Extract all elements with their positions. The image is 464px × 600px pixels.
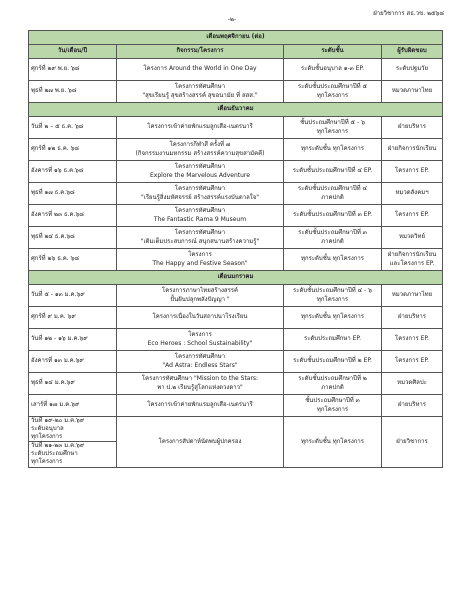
cell-line: โครงการทัศนศึกษา	[174, 83, 226, 91]
table-row	[29, 59, 443, 81]
cell-line: โครงการ	[188, 331, 212, 339]
owner-cell: หมวดภาษาไทย	[382, 81, 443, 103]
date-cell: วันที่ ๕ - ๑๓ ม.ค.๖๙	[29, 285, 117, 307]
activity-cell	[117, 81, 284, 103]
cell-line: ทุกโครงการ	[31, 458, 63, 466]
cell-line: The Happy and Festive Season"	[152, 259, 248, 267]
owner-cell: หมวดวิทย์	[382, 227, 443, 249]
cell-line: "เรียนรู้สิ่งมหัศจรรย์ สร้างสรรค์แรงบันดาลใจ"	[141, 193, 259, 201]
owner-cell: ฝ่ายกิจการนักเรียน และโครงการ EP.	[382, 249, 443, 271]
table-row	[29, 285, 443, 307]
level-cell	[284, 161, 382, 183]
owner-cell: ฝ่ายบริหาร	[382, 307, 443, 329]
cell-line: Explore the Marvelous Adventure	[150, 171, 250, 179]
date-cell: อังคารที่ ๑๓ ม.ค.๖๙	[29, 351, 117, 373]
date-cell: วันที่ ๑๒ - ๑๖ ม.ค.๖๙	[29, 329, 117, 351]
level-cell	[284, 117, 382, 139]
cell-line: ทุกโครงการ	[31, 433, 63, 441]
date-cell: พุธที่ ๑๗ ธ.ค.๖๘	[29, 183, 117, 205]
cell-line: ระดับประถมศึกษา	[31, 450, 78, 458]
level-cell	[284, 249, 382, 271]
level-cell: ทุกระดับชั้น ทุกโครงการ	[284, 417, 382, 468]
cell-line: ระดับชั้นประถมศึกษาปีที่ ๓ EP.	[293, 211, 372, 219]
cell-line: ระดับชั้นประถมศึกษาปีที่ ๒ EP.	[293, 357, 372, 365]
cell-line: The Fantastic Rama 9 Museum	[153, 215, 247, 223]
activity-cell	[117, 329, 284, 351]
level-cell	[284, 395, 382, 417]
date-cell: พุธที่ ๒๔ ธ.ค.๖๘	[29, 227, 117, 249]
level-cell	[284, 285, 382, 307]
date-cell: ศุกร์ที่ ๒๖ ธ.ค. ๖๘	[29, 249, 117, 271]
cell-line: (กิจกรรมงานมหกรรม สร้างสรรค์ความสุขสามัคคี)	[135, 149, 265, 157]
cell-line: โครงการเนื่องในวันสถาปนาโรงเรียน	[152, 313, 248, 321]
cell-line: ภาคปกติ	[321, 383, 344, 391]
cell-line: โครงการทัศนศึกษา "Mission to the Stars:	[141, 375, 259, 383]
owner-cell: หมวดสังคมฯ	[382, 183, 443, 205]
cell-line: ปั้นฝันปลุกพลังปัญญา "	[170, 295, 230, 303]
date-cell: ศุกร์ที่ ๙ ม.ค. ๖๙	[29, 307, 117, 329]
cell-line: ระดับประถมศึกษา EP.	[303, 335, 362, 343]
table-row	[29, 227, 443, 249]
page-number: -๒-	[227, 16, 237, 23]
cell-line: "เติมเต็มประสบการณ์ สนุกสนานสร้างความรู้"	[140, 237, 260, 245]
activity-cell	[117, 227, 284, 249]
date-cell: เสาร์ที่ ๑๗ ม.ค.๖๙	[29, 395, 117, 417]
cell-line: ชั้นประถมศึกษาปีที่ ๕ - ๖	[300, 119, 365, 127]
column-header-row	[29, 45, 443, 59]
table-row	[29, 351, 443, 373]
table-row	[29, 373, 443, 395]
cell-line: โครงการทัศนศึกษา	[174, 163, 226, 171]
owner-cell: โครงการ EP.	[382, 161, 443, 183]
activity-cell	[117, 139, 284, 161]
owner-cell: ฝ่ายบริหาร	[382, 117, 443, 139]
table-row	[29, 139, 443, 161]
cell-line: โครงการเข้าค่ายพักแรมลูกเสือ-เนตรนารี	[147, 401, 253, 409]
level-cell	[284, 81, 382, 103]
activity-cell: โครงการสัปดาห์นัดพบผู้ปกครอง	[117, 417, 284, 468]
cell-line: โครงการภาษาไทยสร้างสรรค์	[161, 287, 239, 295]
column-header-level: ระดับชั้น	[284, 45, 382, 59]
cell-line: ทุกระดับชั้น ทุกโครงการ	[300, 145, 365, 153]
table-row	[29, 81, 443, 103]
cell-line: Eco Heroes : School Sustainability"	[147, 339, 253, 347]
cell-line: ระดับชั้นประถมศึกษาปีที่ ๓	[298, 229, 367, 237]
cell-line: ระดับอนุบาล	[31, 425, 64, 433]
cell-line: พา ป.๒ เรียนรู้สู่โลกแห่งดวงดาว"	[157, 383, 243, 391]
date-cell: วันที่ ๒ – ๕ ธ.ค. ๖๘	[29, 117, 117, 139]
owner-cell: โครงการ EP.	[382, 351, 443, 373]
cell-line: โครงการเข้าค่ายพักแรมลูกเสือ-เนตรนารี	[147, 123, 253, 131]
activity-cell	[117, 117, 284, 139]
cell-line: โครงการกีฬาสี ครั้งที่ ๗	[169, 141, 231, 149]
cell-line: ระดับชั้นประถมศึกษาปีที่ ๔ EP.	[292, 167, 373, 175]
section-header-january: เดือนมกราคม	[29, 271, 443, 285]
date-group-primary	[29, 441, 116, 466]
owner-cell: หมวดภาษาไทย	[382, 285, 443, 307]
cell-line: ระดับชั้นประถมศึกษาปีที่ ๔ - ๖	[293, 287, 372, 295]
owner-cell: โครงการ EP.	[382, 205, 443, 227]
cell-line: ทุกระดับชั้น ทุกโครงการ	[300, 313, 365, 321]
date-cell: พุธที่ ๑๔ ม.ค.๖๙	[29, 373, 117, 395]
owner-cell: ระดับปฐมวัย	[382, 59, 443, 81]
date-cell: อังคารที่ ๑๖ ธ.ค.๖๘	[29, 161, 117, 183]
level-cell	[284, 139, 382, 161]
date-cell	[29, 417, 117, 468]
date-cell: ศุกร์ที่ ๒๙ พ.ย. ๖๘	[29, 59, 117, 81]
column-header-date: วัน/เดือน/ปี	[29, 45, 117, 59]
date-cell: พุธที่ ๒๗ พ.ย. ๖๘	[29, 81, 117, 103]
owner-cell: ฝ่ายบริหาร	[382, 395, 443, 417]
cell-line: ชั้นประถมศึกษาปีที่ ๓	[305, 397, 360, 405]
cell-line: โครงการทัศนศึกษา	[174, 229, 226, 237]
cell-line: ภาคปกติ	[321, 237, 344, 245]
activity-cell	[117, 351, 284, 373]
cell-line: ระดับชั้นประถมศึกษาปีที่ ๔	[297, 185, 368, 193]
cell-line: "สุขเรียนรู้ สุขสร้างสรรค์ สุขอนามัย ที่ สสส."	[142, 91, 258, 99]
cell-line: ภาคปกติ	[321, 193, 344, 201]
table-row	[29, 161, 443, 183]
table-row	[29, 307, 443, 329]
cell-line: ระดับชั้นประถมศึกษาปีที่ ๒	[298, 375, 367, 383]
cell-line: ระดับชั้นประถมศึกษาปีที่ ๕	[297, 83, 368, 91]
cell-line: โครงการ	[188, 251, 212, 259]
owner-cell: ฝ่ายกิจการนักเรียน	[382, 139, 443, 161]
owner-cell: หมวดศิลปะ	[382, 373, 443, 395]
level-cell	[284, 183, 382, 205]
table-row	[29, 183, 443, 205]
section-header-november: เดือนพฤศจิกายน (ต่อ)	[29, 31, 443, 45]
cell-line: ระดับชั้นอนุบาล ๑-๓ EP.	[300, 65, 365, 73]
table-row	[29, 249, 443, 271]
cell-line: ทุกโครงการ	[316, 127, 349, 135]
column-header-owner: ผู้รับผิดชอบ	[382, 45, 443, 59]
activity-cell	[117, 249, 284, 271]
cell-line: วันที่ ๑๙-๒๐ ม.ค.๖๙	[31, 417, 85, 424]
owner-cell: ฝ่ายวิชาการ	[382, 417, 443, 468]
cell-line: วันที่ ๒๑-๒๓ ม.ค.๖๙	[31, 442, 85, 450]
activity-cell	[117, 373, 284, 395]
document-header-right: ฝ่ายวิชาการ สธ.วข. ๒๕๖๘	[373, 10, 444, 17]
level-cell	[284, 351, 382, 373]
level-cell	[284, 59, 382, 81]
owner-cell: โครงการ EP.	[382, 329, 443, 351]
level-cell	[284, 373, 382, 395]
table-row	[29, 395, 443, 417]
cell-line: ทุกระดับชั้น ทุกโครงการ	[300, 255, 365, 263]
cell-line: โครงการทัศนศึกษา	[174, 353, 226, 361]
table-row	[29, 205, 443, 227]
activity-calendar-table	[28, 30, 443, 468]
date-cell: อังคารที่ ๒๓ ธ.ค.๖๘	[29, 205, 117, 227]
table-row	[29, 417, 443, 468]
section-header-december: เดือนธันวาคม	[29, 103, 443, 117]
activity-cell	[117, 161, 284, 183]
cell-line: โครงการทัศนศึกษา	[174, 185, 226, 193]
activity-cell	[117, 395, 284, 417]
activity-cell	[117, 285, 284, 307]
table-row	[29, 329, 443, 351]
cell-line: โครงการ Around the World in One Day	[143, 65, 257, 73]
cell-line: โครงการทัศนศึกษา	[174, 207, 226, 215]
column-header-activity: กิจกรรม/โครงการ	[117, 45, 284, 59]
cell-line: ทุกโครงการ	[316, 295, 349, 303]
level-cell	[284, 205, 382, 227]
cell-line: ทุกโครงการ	[316, 91, 349, 99]
level-cell	[284, 227, 382, 249]
level-cell	[284, 329, 382, 351]
table-row	[29, 117, 443, 139]
date-cell: ศุกร์ที่ ๑๒ ธ.ค. ๖๘	[29, 139, 117, 161]
cell-line: "Ad Astra: Endless Stars"	[162, 361, 238, 369]
activity-cell	[117, 205, 284, 227]
activity-cell	[117, 183, 284, 205]
level-cell	[284, 307, 382, 329]
cell-line: ทุกโครงการ	[316, 405, 349, 413]
date-group-kindergarten	[31, 417, 114, 441]
activity-cell	[117, 307, 284, 329]
activity-cell	[117, 59, 284, 81]
